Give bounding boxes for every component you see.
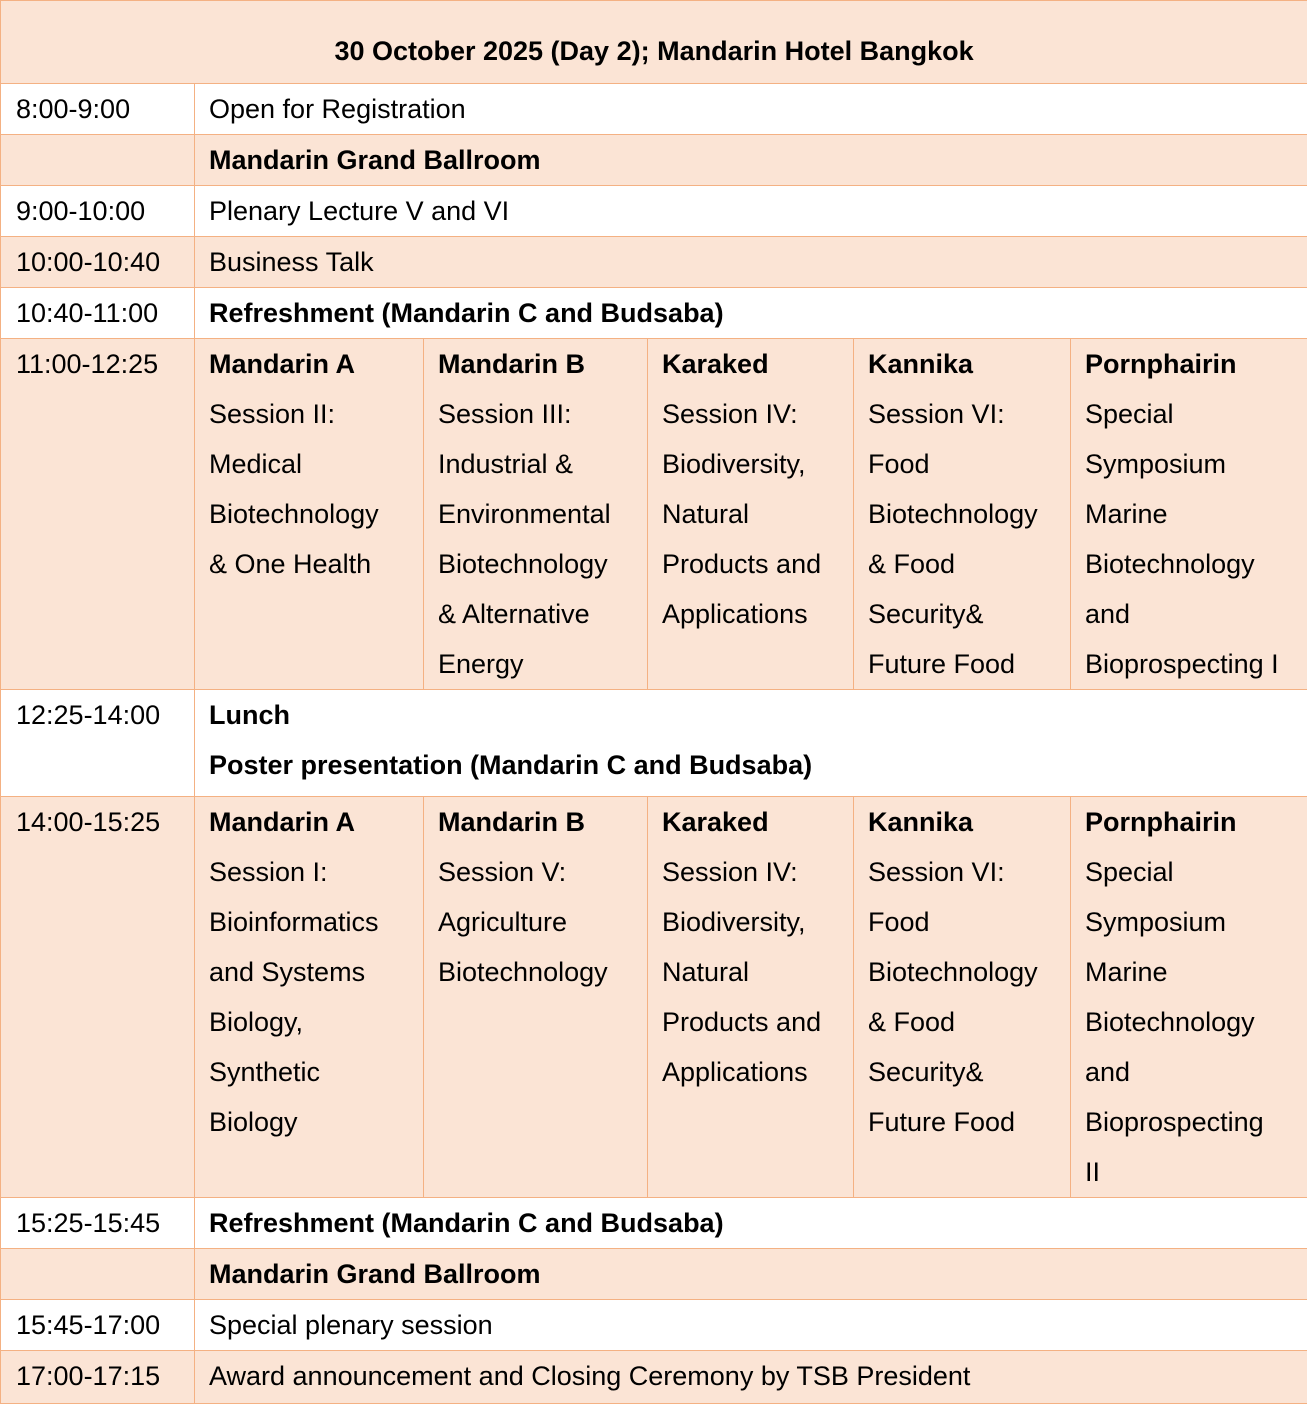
session-line: Session II: (209, 389, 423, 439)
room-name: Pornphairin (1085, 797, 1307, 847)
session-line: Food (868, 897, 1070, 947)
session-cell-mandarin-a (195, 339, 424, 690)
time-cell-empty (1, 1249, 195, 1300)
event-cell: Award announcement and Closing Ceremony by TSB President (195, 1351, 1307, 1404)
schedule-row-closing (1, 1351, 1307, 1404)
room-name: Kannika (868, 339, 1070, 389)
session-line: Biology, (209, 997, 423, 1047)
time-cell: 12:25-14:00 (1, 690, 195, 797)
session-line: and (1085, 1047, 1307, 1097)
session-line: Session III: (438, 389, 647, 439)
session-cell-kannika (854, 797, 1071, 1198)
schedule-row-registration (1, 84, 1307, 135)
session-cell-karaked (648, 339, 854, 690)
time-cell: 8:00-9:00 (1, 84, 195, 135)
event-cell: Business Talk (195, 237, 1307, 288)
venue-cell: Mandarin Grand Ballroom (195, 135, 1307, 186)
session-line: & Alternative (438, 589, 647, 639)
session-line: Biotechnology (868, 947, 1070, 997)
poster-label: Poster presentation (Mandarin C and Budsaba) (209, 740, 1307, 790)
schedule-row-venue (1, 135, 1307, 186)
time-cell: 10:40-11:00 (1, 288, 195, 339)
session-cell-pornphairin (1071, 339, 1307, 690)
session-line: Session V: (438, 847, 647, 897)
event-cell: Plenary Lecture V and VI (195, 186, 1307, 237)
session-line: Applications (662, 589, 853, 639)
session-cell-pornphairin (1071, 797, 1307, 1198)
session-line: Natural (662, 489, 853, 539)
session-line: Natural (662, 947, 853, 997)
session-line: Biotechnology (438, 539, 647, 589)
session-line: Security& (868, 1047, 1070, 1097)
room-name: Karaked (662, 339, 853, 389)
room-name: Mandarin B (438, 339, 647, 389)
session-line: Biotechnology (1085, 997, 1307, 1047)
session-line: Energy (438, 639, 647, 689)
session-line: & Food (868, 997, 1070, 1047)
session-line: Session VI: (868, 389, 1070, 439)
event-cell: Refreshment (Mandarin C and Budsaba) (195, 1198, 1307, 1249)
session-line: Food (868, 439, 1070, 489)
session-line: Biotechnology (868, 489, 1070, 539)
event-cell: Special plenary session (195, 1300, 1307, 1351)
schedule-row-special-plenary (1, 1300, 1307, 1351)
page-title: 30 October 2025 (Day 2); Mandarin Hotel Bangkok (1, 1, 1307, 84)
room-name: Karaked (662, 797, 853, 847)
session-line: Session IV: (662, 389, 853, 439)
session-line: Industrial & (438, 439, 647, 489)
session-line: Applications (662, 1047, 853, 1097)
schedule-row-venue (1, 1249, 1307, 1300)
session-line: Marine (1085, 489, 1307, 539)
session-line: Session VI: (868, 847, 1070, 897)
session-cell-mandarin-b (424, 339, 648, 690)
event-cell: Refreshment (Mandarin C and Budsaba) (195, 288, 1307, 339)
session-line: Biodiversity, (662, 439, 853, 489)
time-cell: 10:00-10:40 (1, 237, 195, 288)
schedule-row-refreshment (1, 288, 1307, 339)
session-line: Session IV: (662, 847, 853, 897)
session-line: and Systems (209, 947, 423, 997)
schedule-row-parallel-sessions (1, 797, 1307, 1198)
session-line: and (1085, 589, 1307, 639)
session-line: Biodiversity, (662, 897, 853, 947)
room-name: Pornphairin (1085, 339, 1307, 389)
session-line: Bioinformatics (209, 897, 423, 947)
session-line: Medical (209, 439, 423, 489)
room-name: Kannika (868, 797, 1070, 847)
session-cell-karaked (648, 797, 854, 1198)
session-line: II (1085, 1147, 1307, 1197)
time-cell-empty (1, 135, 195, 186)
lunch-label: Lunch (209, 690, 1307, 740)
session-line: Future Food (868, 1097, 1070, 1147)
session-line: Security& (868, 589, 1070, 639)
time-cell: 15:45-17:00 (1, 1300, 195, 1351)
session-line: Biotechnology (438, 947, 647, 997)
room-name: Mandarin A (209, 797, 423, 847)
session-line: Bioprospecting (1085, 1097, 1307, 1147)
session-line: Special (1085, 389, 1307, 439)
time-cell: 14:00-15:25 (1, 797, 195, 1198)
schedule-row-lunch (1, 690, 1307, 797)
title-row (1, 1, 1307, 84)
session-line: Marine (1085, 947, 1307, 997)
session-line: & Food (868, 539, 1070, 589)
room-name: Mandarin B (438, 797, 647, 847)
session-line: Biotechnology (1085, 539, 1307, 589)
schedule-row-business (1, 237, 1307, 288)
session-cell-kannika (854, 339, 1071, 690)
time-cell: 15:25-15:45 (1, 1198, 195, 1249)
session-line: & One Health (209, 539, 423, 589)
session-line: Biotechnology (209, 489, 423, 539)
session-line: Products and (662, 997, 853, 1047)
session-line: Session I: (209, 847, 423, 897)
session-line: Products and (662, 539, 853, 589)
room-name: Mandarin A (209, 339, 423, 389)
session-line: Agriculture (438, 897, 647, 947)
session-line: Biology (209, 1097, 423, 1147)
schedule-row-parallel-sessions (1, 339, 1307, 690)
venue-cell: Mandarin Grand Ballroom (195, 1249, 1307, 1300)
time-cell: 11:00-12:25 (1, 339, 195, 690)
session-line: Symposium (1085, 439, 1307, 489)
session-line: Future Food (868, 639, 1070, 689)
schedule-row-refreshment (1, 1198, 1307, 1249)
session-line: Environmental (438, 489, 647, 539)
event-cell: Open for Registration (195, 84, 1307, 135)
session-line: Bioprospecting I (1085, 639, 1307, 689)
session-line: Special (1085, 847, 1307, 897)
session-line: Symposium (1085, 897, 1307, 947)
time-cell: 9:00-10:00 (1, 186, 195, 237)
schedule-row-plenary (1, 186, 1307, 237)
session-cell-mandarin-b (424, 797, 648, 1198)
session-cell-mandarin-a (195, 797, 424, 1198)
time-cell: 17:00-17:15 (1, 1351, 195, 1404)
session-line: Synthetic (209, 1047, 423, 1097)
event-cell (195, 690, 1307, 797)
